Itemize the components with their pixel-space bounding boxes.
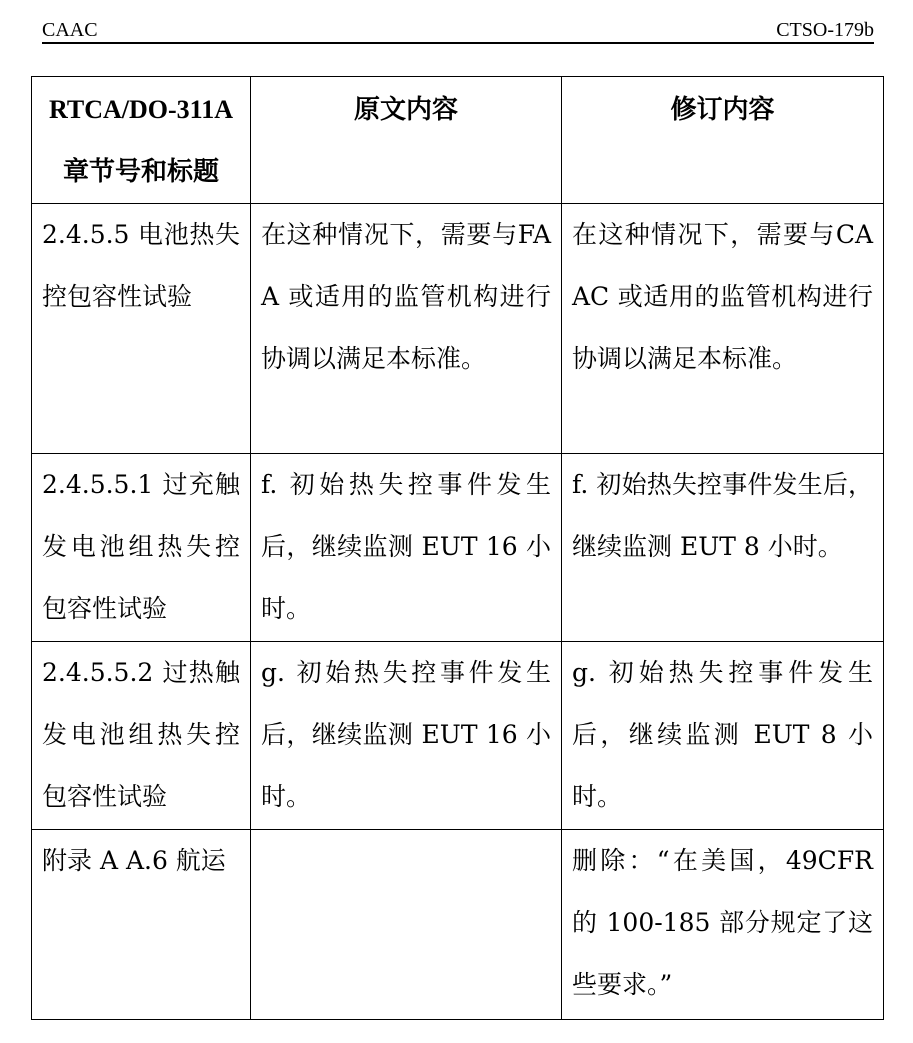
table-row [32, 830, 884, 1020]
row-revised [562, 454, 884, 642]
cell-text: f. 初始热失控事件发生后，继续监测 EUT 8 小时。 [572, 470, 873, 561]
cell-text: 2.4.5.5.1 过充触发电池组热失控包容性试验 [42, 470, 240, 623]
cell-text: 删除：“在美国，49CFR 的 100-185 部分规定了这些要求。” [572, 846, 873, 999]
row-revised [562, 830, 884, 1020]
row-original [251, 454, 562, 642]
cell-text: 2.4.5.5.2 过热触发电池组热失控包容性试验 [42, 658, 240, 811]
row-section [32, 830, 251, 1020]
page-header [42, 18, 874, 44]
table-row [32, 642, 884, 830]
row-revised [562, 642, 884, 830]
table-row [32, 204, 884, 454]
row-original [251, 642, 562, 830]
header-original: 原文内容 [251, 77, 562, 204]
row-section [32, 454, 251, 642]
row-section [32, 204, 251, 454]
row-original [251, 830, 562, 1020]
revision-table [31, 76, 884, 1020]
table-row [32, 454, 884, 642]
row-original [251, 204, 562, 454]
header-section: RTCA/DO-311A 章节号和标题 [32, 77, 251, 204]
cell-text: f. 初始热失控事件发生后，继续监测 EUT 16 小时。 [261, 470, 551, 623]
cell-text: 附录 A A.6 航运 [42, 846, 226, 875]
table-header-row [32, 77, 884, 204]
cell-text: 在这种情况下，需要与CAAC 或适用的监管机构进行协调以满足本标准。 [572, 220, 873, 373]
cell-text: 2.4.5.5 电池热失控包容性试验 [42, 220, 240, 311]
cell-text: g. 初始热失控事件发生后，继续监测 EUT 16 小时。 [261, 658, 551, 811]
row-revised [562, 204, 884, 454]
cell-text: 在这种情况下，需要与FAA 或适用的监管机构进行协调以满足本标准。 [261, 220, 551, 373]
header-doc-id: CTSO-179b [776, 19, 874, 41]
cell-text: g. 初始热失控事件发生后，继续监测 EUT 8 小时。 [572, 658, 873, 811]
header-revised: 修订内容 [562, 77, 884, 204]
row-section [32, 642, 251, 830]
header-org: CAAC [42, 19, 98, 41]
